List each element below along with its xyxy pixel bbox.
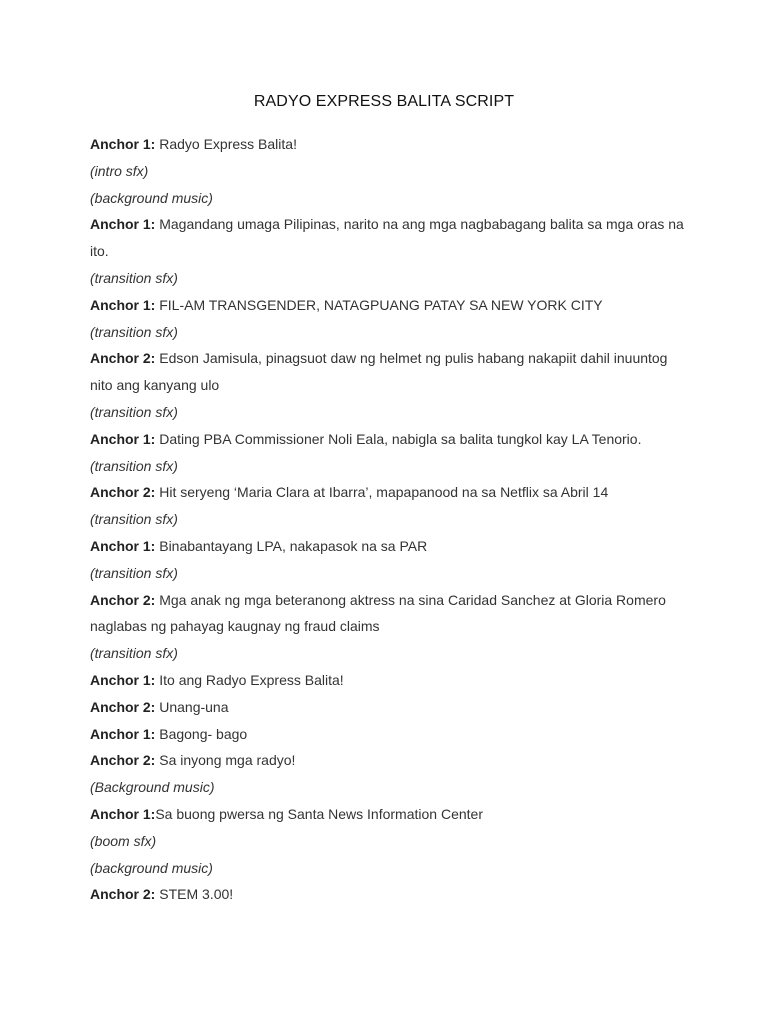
script-body (90, 131, 690, 908)
dialogue-text: Sa buong pwersa ng Santa News Information Center (155, 805, 483, 822)
cue-text: (background music) (90, 189, 213, 206)
stage-cue (90, 399, 690, 426)
dialogue-text: STEM 3.00! (155, 886, 234, 903)
cue-text: (intro sfx) (90, 162, 149, 179)
cue-text: (transition sfx) (90, 564, 178, 581)
dialogue-line (90, 667, 690, 694)
cue-text: (transition sfx) (90, 511, 178, 528)
dialogue-line (90, 801, 690, 828)
speaker-label: Anchor 1: (90, 430, 156, 447)
dialogue-line (90, 694, 690, 721)
stage-cue (90, 774, 690, 801)
speaker-label: Anchor 1: (90, 805, 156, 822)
dialogue-text: Ito ang Radyo Express Balita! (155, 671, 344, 688)
cue-text: (transition sfx) (90, 645, 178, 662)
dialogue-text: Binabantayang LPA, nakapasok na sa PAR (155, 537, 428, 554)
dialogue-text: Magandang umaga Pilipinas, narito na ang mga nagbabagang balita sa mga oras na ito. (90, 216, 684, 260)
stage-cue (90, 506, 690, 533)
dialogue-line (90, 211, 690, 265)
stage-cue (90, 828, 690, 855)
stage-cue (90, 319, 690, 346)
speaker-label: Anchor 2: (90, 886, 156, 903)
cue-text: (transition sfx) (90, 269, 178, 286)
dialogue-text: Hit seryeng ‘Maria Clara at Ibarra’, mapapanood na sa Netflix sa Abril 14 (155, 484, 609, 501)
speaker-label: Anchor 2: (90, 698, 156, 715)
dialogue-text: Mga anak ng mga beteranong aktress na sina Caridad Sanchez at Gloria Romero naglabas ng pahayag kaugnay ng fraud claims (90, 591, 666, 635)
dialogue-line (90, 426, 690, 453)
dialogue-line (90, 587, 690, 641)
stage-cue (90, 560, 690, 587)
stage-cue (90, 855, 690, 882)
stage-cue (90, 158, 690, 185)
dialogue-line (90, 131, 690, 158)
document-title: RADYO EXPRESS BALITA SCRIPT (253, 93, 515, 110)
dialogue-line (90, 479, 690, 506)
dialogue-line (90, 533, 690, 560)
speaker-label: Anchor 1: (90, 296, 156, 313)
speaker-label: Anchor 2: (90, 591, 156, 608)
stage-cue (90, 265, 690, 292)
dialogue-text: Unang-una (155, 698, 229, 715)
dialogue-text: FIL-AM TRANSGENDER, NATAGPUANG PATAY SA NEW YORK CITY (155, 296, 603, 313)
cue-text: (transition sfx) (90, 457, 178, 474)
stage-cue (90, 185, 690, 212)
speaker-label: Anchor 1: (90, 216, 156, 233)
dialogue-line (90, 747, 690, 774)
dialogue-text: Radyo Express Balita! (155, 136, 297, 152)
dialogue-line (90, 881, 690, 908)
speaker-label: Anchor 1: (90, 671, 156, 688)
speaker-label: Anchor 2: (90, 350, 156, 367)
dialogue-text: Sa inyong mga radyo! (155, 752, 296, 769)
dialogue-text: Edson Jamisula, pinagsuot daw ng helmet ng pulis habang nakapiit dahil inuuntog nito ang kanyang ulo (90, 350, 668, 394)
speaker-label: Anchor 2: (90, 752, 156, 769)
speaker-label: Anchor 1: (90, 136, 156, 152)
stage-cue (90, 453, 690, 480)
dialogue-line (90, 721, 690, 748)
cue-text: (background music) (90, 859, 213, 876)
cue-text: (transition sfx) (90, 323, 178, 340)
dialogue-text: Bagong- bago (155, 725, 248, 742)
cue-text: (transition sfx) (90, 403, 178, 420)
speaker-label: Anchor 1: (90, 725, 156, 742)
speaker-label: Anchor 1: (90, 537, 156, 554)
dialogue-line (90, 345, 690, 399)
dialogue-text: Dating PBA Commissioner Noli Eala, nabigla sa balita tungkol kay LA Tenorio. (155, 430, 642, 447)
speaker-label: Anchor 2: (90, 484, 156, 501)
cue-text: (boom sfx) (90, 832, 157, 849)
cue-text: (Background music) (90, 779, 215, 796)
stage-cue (90, 640, 690, 667)
dialogue-line (90, 292, 690, 319)
